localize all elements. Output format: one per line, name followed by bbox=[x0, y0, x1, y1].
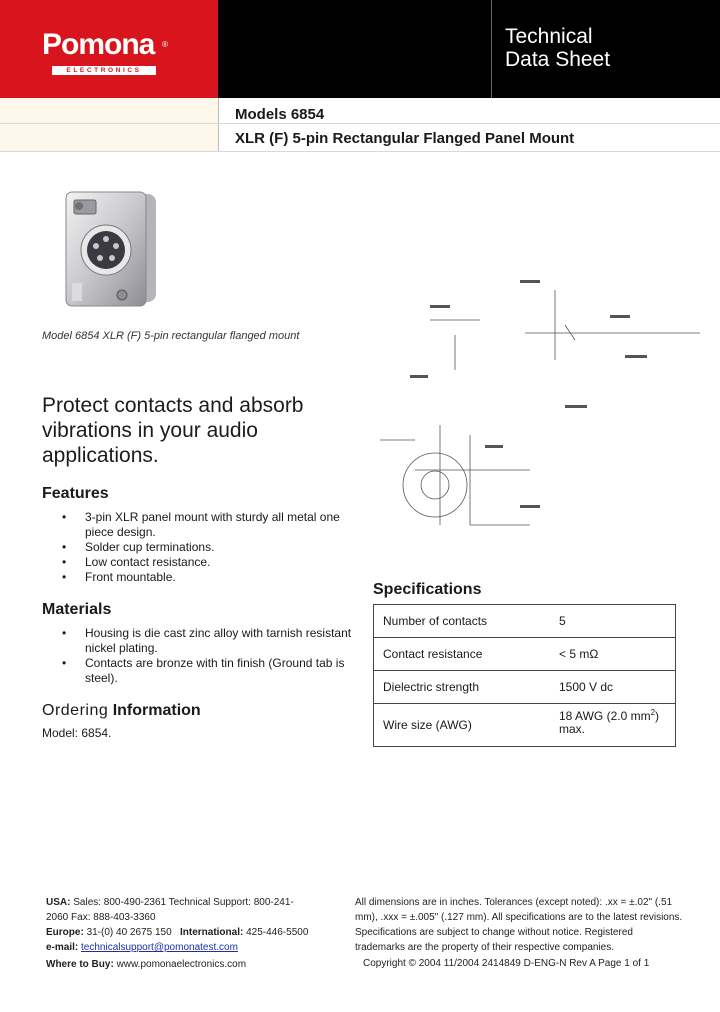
headline-line1: Protect contacts and absorb bbox=[42, 394, 304, 417]
footer-copyright: Copyright © 2004 11/2004 2414849 D-ENG-N Rev A Page 1 of 1 bbox=[363, 958, 650, 969]
list-item: • Contacts are bronze with tin finish (Ground tab is steel). bbox=[62, 656, 362, 686]
list-item: • Front mountable. bbox=[62, 570, 362, 585]
brand-logo: Pomona bbox=[42, 28, 155, 61]
ordering-heading bbox=[42, 702, 201, 720]
intl-label: International: bbox=[179, 927, 244, 938]
photo-caption: Model 6854 XLR (F) 5-pin rectangular flanged mount bbox=[42, 330, 300, 342]
product-photo bbox=[62, 188, 162, 310]
doc-type-line1: Technical bbox=[505, 25, 593, 48]
model-number: Models 6854 bbox=[235, 106, 325, 123]
materials-heading: Materials bbox=[42, 601, 112, 618]
footer-contacts bbox=[46, 895, 311, 955]
usa-label: USA: bbox=[46, 897, 71, 908]
list-item: • 3-pin XLR panel mount with sturdy all metal one piece design. bbox=[62, 510, 362, 540]
spec-value bbox=[545, 704, 676, 747]
where-label: Where to Buy: bbox=[46, 959, 114, 970]
list-item: • Low contact resistance. bbox=[62, 555, 362, 570]
specifications-table bbox=[373, 604, 676, 747]
features-heading: Features bbox=[42, 485, 109, 502]
brand-tagline: ELECTRONICS bbox=[52, 66, 156, 75]
specifications-heading: Specifications bbox=[373, 581, 482, 598]
doc-type-line2: Data Sheet bbox=[505, 48, 611, 71]
table-row bbox=[374, 704, 676, 747]
list-item: • Solder cup terminations. bbox=[62, 540, 362, 555]
where-link[interactable]: www.pomonaelectronics.com bbox=[116, 959, 247, 970]
europe-text: 31-(0) 40 2675 150 bbox=[86, 927, 172, 938]
headline-line2: vibrations in your audio bbox=[42, 419, 258, 442]
spec-value: 1500 V dc bbox=[545, 671, 676, 704]
features-list bbox=[62, 510, 362, 585]
spec-value-sup: 2 bbox=[650, 708, 656, 717]
usa-text: Sales: 800-490-2361 Technical Support: 800-241-2060 Fax: 888-403-3360 bbox=[46, 897, 294, 923]
header-divider bbox=[491, 0, 492, 98]
model-band-left bbox=[0, 98, 218, 151]
header-bar bbox=[218, 0, 720, 98]
dimension-drawing bbox=[370, 275, 700, 535]
headline-line3: applications. bbox=[42, 444, 159, 467]
intl-text: 425-446-5500 bbox=[246, 927, 309, 938]
spec-value-part: ) bbox=[655, 709, 660, 723]
table-row bbox=[374, 605, 676, 638]
spec-value-part: 18 AWG (2.0 mm bbox=[559, 709, 651, 723]
where-to-buy bbox=[46, 959, 246, 970]
footer-disclaimer: All dimensions are in inches. Tolerances (except noted): .xx = ±.02" (.51 mm), .xxx = ±.005" (.127 mm). All specifications are to the latest revisions. Specifications are subject to change without notice. Registered trademarks are the property of their respective companies. bbox=[355, 897, 683, 953]
spec-value-line2: max. bbox=[559, 722, 586, 736]
spec-label: Number of contacts bbox=[374, 605, 546, 638]
list-item: • Housing is die cast zinc alloy with tarnish resistant nickel plating. bbox=[62, 626, 362, 656]
spec-label: Wire size (AWG) bbox=[374, 704, 546, 747]
spec-label: Contact resistance bbox=[374, 638, 546, 671]
materials-list bbox=[62, 626, 362, 686]
rule bbox=[0, 151, 720, 152]
europe-label: Europe: bbox=[46, 927, 84, 938]
table-row bbox=[374, 671, 676, 704]
ordering-model: Model: 6854. bbox=[42, 726, 112, 740]
spec-label: Dielectric strength bbox=[374, 671, 546, 704]
ordering-heading-bold: Information bbox=[112, 702, 201, 719]
model-description: XLR (F) 5-pin Rectangular Flanged Panel Mount bbox=[235, 130, 575, 147]
model-band-divider bbox=[218, 98, 219, 151]
table-row bbox=[374, 638, 676, 671]
registered-mark: ® bbox=[162, 40, 168, 49]
rule bbox=[0, 123, 720, 124]
ordering-heading-light: Ordering bbox=[42, 702, 109, 719]
spec-value: < 5 mΩ bbox=[545, 638, 676, 671]
spec-value: 5 bbox=[545, 605, 676, 638]
email-label: e-mail: bbox=[46, 942, 79, 953]
email-link[interactable]: technicalsupport@pomonatest.com bbox=[81, 942, 238, 953]
